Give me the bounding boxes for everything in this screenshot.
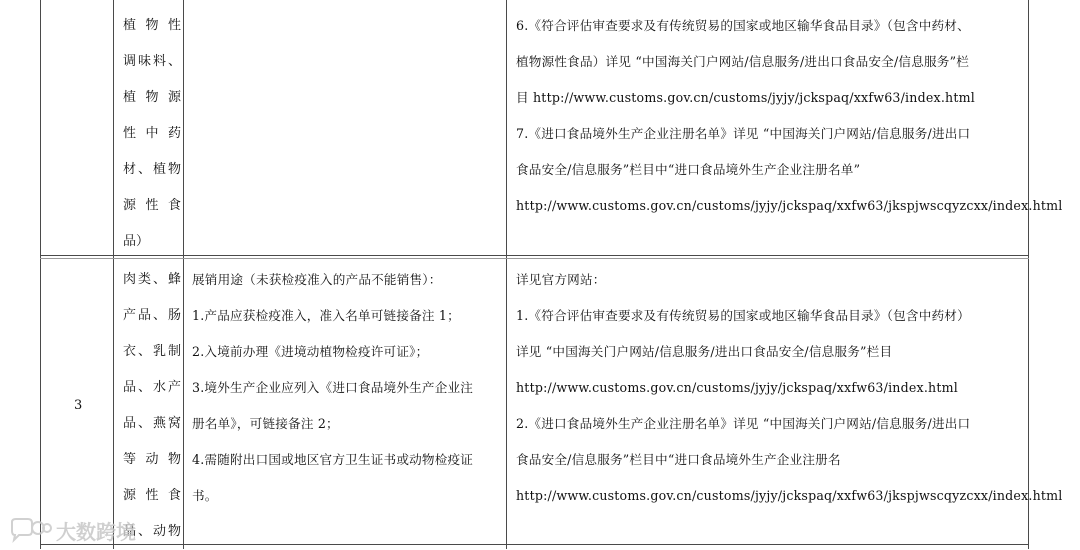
category-line: 性中药 xyxy=(123,126,181,141)
category-line: 品） xyxy=(123,234,150,249)
reference-line: http://www.customs.gov.cn/customs/jyjy/jckspaq/xxfw63/jkspjwscqyzcxx/index.html xyxy=(516,488,1063,503)
category-line: 植物性 xyxy=(123,18,181,33)
reference-line: 详见 “中国海关门户网站/信息服务/进出口食品安全/信息服务”栏目 xyxy=(516,344,893,359)
reference-line: 2.《进口食品境外生产企业注册名单》详见 “中国海关门户网站/信息服务/进出口 xyxy=(516,416,971,431)
watermark-text: 大数跨境 xyxy=(56,520,136,544)
category-line: 等动物 xyxy=(123,452,181,467)
requirement-line: 4.需随附出口国或地区官方卫生证书或动物检疫证 xyxy=(192,452,474,467)
table-border-bottom xyxy=(40,544,1029,545)
requirement-line: 展销用途（未获检疫准入的产品不能销售）： xyxy=(192,272,442,287)
reference-line: 食品安全/信息服务”栏目中“进口食品境外生产企业注册名 xyxy=(516,452,841,467)
category-line: 源性食 xyxy=(123,198,181,213)
row1-category xyxy=(123,8,181,260)
requirement-line: 3.境外生产企业应列入《进口食品境外生产企业注 xyxy=(192,380,474,395)
reference-line: 1.《符合评估审查要求及有传统贸易的国家或地区输华食品目录》（包含中药材） xyxy=(516,308,970,323)
reference-line: 7.《进口食品境外生产企业注册名单》详见 “中国海关门户网站/信息服务/进出口 xyxy=(516,126,971,141)
category-line: 衣、乳制 xyxy=(123,344,181,359)
category-line: 源性食 xyxy=(123,488,181,503)
category-line: 产品、肠 xyxy=(123,308,181,323)
row-divider xyxy=(40,255,1029,256)
category-line: 调味料、 xyxy=(123,54,181,69)
row2-number: 3 xyxy=(74,398,83,413)
table-divider-col1 xyxy=(113,0,114,549)
chat-bubble-logo-icon xyxy=(8,518,52,544)
requirement-line: 1.产品应获检疫准入，准入名单可链接备注 1； xyxy=(192,308,460,323)
reference-line: 6.《符合评估审查要求及有传统贸易的国家或地区输华食品目录》（包含中药材、 xyxy=(516,18,970,33)
requirement-line: 书。 xyxy=(192,488,218,503)
requirement-line: 册名单》，可链接备注 2； xyxy=(192,416,339,431)
category-line: 肉类、蜂 xyxy=(123,272,181,287)
reference-line: 植物源性食品）详见 “中国海关门户网站/信息服务/进出口食品安全/信息服务”栏 xyxy=(516,54,970,69)
reference-line: 目 http://www.customs.gov.cn/customs/jyjy/jckspaq/xxfw63/index.html xyxy=(516,90,975,105)
reference-line: 食品安全/信息服务”栏目中“进口食品境外生产企业注册名单” xyxy=(516,162,861,177)
reference-line: http://www.customs.gov.cn/customs/jyjy/jckspaq/xxfw63/jkspjwscqyzcxx/index.html xyxy=(516,198,1063,213)
row2-category xyxy=(123,262,181,550)
table-border-right xyxy=(1028,0,1029,549)
reference-line: http://www.customs.gov.cn/customs/jyjy/jckspaq/xxfw63/index.html xyxy=(516,380,958,395)
requirement-line: 2.入境前办理《进境动植物检疫许可证》； xyxy=(192,344,429,359)
watermark xyxy=(8,516,136,545)
reference-line: 详见官方网站： xyxy=(516,272,606,287)
row-divider-lower xyxy=(40,258,1029,259)
category-line: 品、燕窝 xyxy=(123,416,181,431)
table-divider-col3 xyxy=(506,0,507,549)
category-line: 品、动物 xyxy=(123,524,181,539)
category-line: 材、植物 xyxy=(123,162,181,177)
table-border-left xyxy=(40,0,41,549)
category-line: 植物源 xyxy=(123,90,181,105)
category-line: 品、水产 xyxy=(123,380,181,395)
table-divider-col2 xyxy=(183,0,184,549)
